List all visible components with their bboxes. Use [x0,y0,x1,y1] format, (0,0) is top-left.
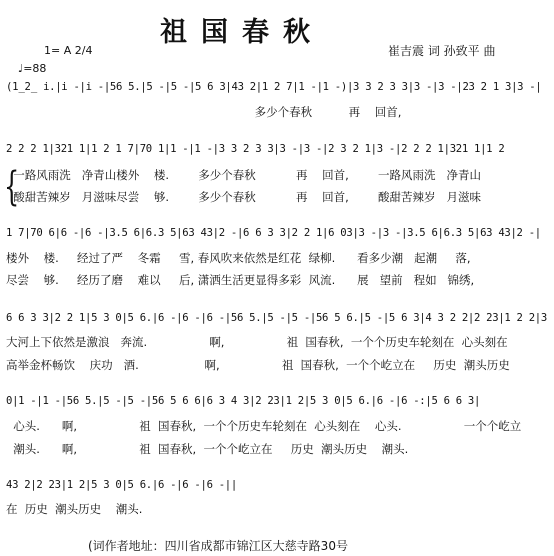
notation-line-5: 0|1 -|1 -|56 5.|5 -|5 -|56 5 6 6|6 3 4 3|2 23|1 2|5 3 0|5 6.|6 -|6 -:|5 6 6 3| [6,395,481,407]
song-title: 祖国春秋 [160,17,324,48]
notation-line-6: 43 2|2 23|1 2|5 3 0|5 6.|6 -|6 -|6 -|| [6,479,237,491]
lyrics-line-6: 在 历史 潮头历史 潮头. [6,502,143,516]
notation-line-4: 6 6 3 3|2 2 1|5 3 0|5 6.|6 -|6 -|6 -|56 5.|5 -|5 -|56 5 6.|5 -|5 6 3|4 3 2 2|2 23|1 2 2|3 [6,312,547,324]
lyrics-line-3-verse-1: 楼外 楼. 经过了严 冬霜 雪, 春风吹来依然是红花 绿柳. 看多少潮 起潮 落, [6,251,471,265]
credits: 崔吉震 词 孙致平 曲 [388,44,496,58]
notation-line-2: 2 2 2 1|321 1|1 2 1 7|70 1|1 -|1 -|3 3 2 3 3|3 -|3 -|2 3 2 1|3 -|2 2 2 1|321 1|1 2 [6,143,505,155]
notation-line-1: (1̲2̲ i.|i -|i -|56 5.|5 -|5 -|5 6 3|43 2|1 2 7|1 -|1 -)|3 3 2 3 3|3 -|3 -|23 2 1 3|3 -| [6,81,542,93]
lyrics-line-2-verse-2: 酸甜苦辣岁 月滋味尽尝 够. 多少个春秋 再 回首, 酸甜苦辣岁 月滋味 [6,190,481,204]
notation-line-3: 1 7|70 6|6 -|6 -|3.5 6|6.3 5|63 43|2 -|6 6 3 3|2 2 1|6 03|3 -|3 -|3.5 6|6.3 5|63 43|2 -| [6,227,541,239]
author-address: (词作者地址：四川省成都市锦江区大慈寺路30号 [88,539,348,553]
lyrics-line-3-verse-2: 尽尝 够. 经历了磨 难以 后, 潇洒生活更显得多彩 风流. 展 望前 程如 锦绣, [6,273,475,287]
lyrics-line-4-verse-2: 高举金杯畅饮 庆功 酒. 啊, 祖 国春秋, 一个个屹立在 历史 潮头历史 [6,358,510,372]
lyrics-line-2-verse-1: 一路风雨洗 净青山楼外 楼. 多少个春秋 再 回首, 一路风雨洗 净青山 [6,168,481,182]
lyrics-line-4-verse-1: 大河上下依然是激浪 奔流. 啊, 祖 国春秋, 一个个历史车轮刻在 心头刻在 [6,335,508,349]
key-signature: 1= A 2/4 [44,44,93,57]
lyrics-line-1: 多少个春秋 再 回首, [6,105,402,119]
lyrics-line-5-verse-2: 潮头. 啊, 祖 国春秋, 一个个屹立在 历史 潮头历史 潮头. [6,442,409,456]
verse-brace: { [4,164,20,210]
lyrics-line-5-verse-1: 心头. 啊, 祖 国春秋, 一个个历史车轮刻在 心头刻在 心头. 一个个屹立 [6,419,522,433]
tempo-mark: ♩=88 [18,62,47,75]
